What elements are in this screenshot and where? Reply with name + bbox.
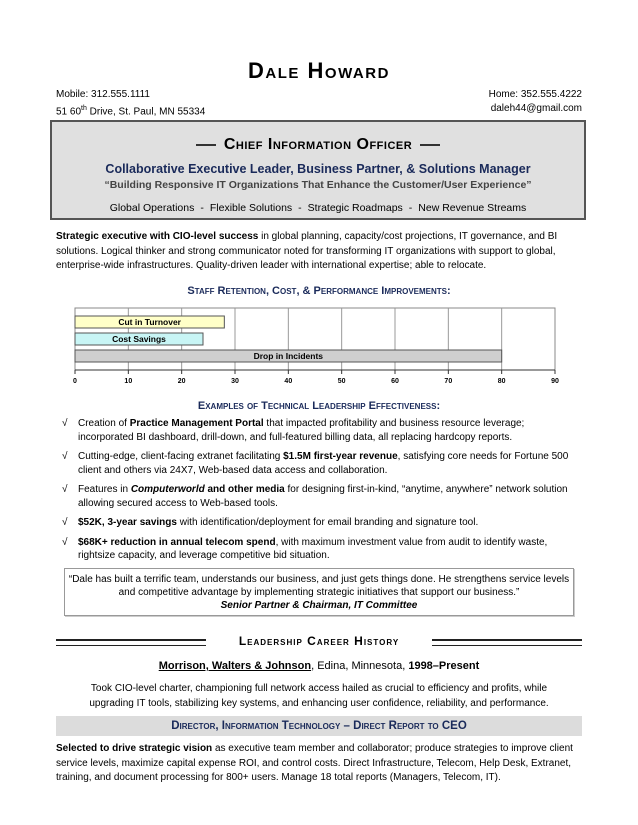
x-tick-label: 0 (73, 378, 77, 385)
list-item: √ Cutting-edge, client-facing extranet facilitating $1.5M first-year revenue, satisfying core needs for Fortune 500 client and others via 24X7, Web-based data access and collaboration. (62, 451, 569, 476)
company-name: Morrison, Walters & Johnson (158, 660, 312, 672)
title-banner (50, 120, 586, 220)
x-tick-label: 10 (124, 378, 133, 385)
focus-area: Global Operations (109, 202, 195, 214)
summary-paragraph: Strategic executive with CIO-level success in global planning, capacity/cost projections, IT governance, and BI solutions. Logical thinker and strong communicator noted for transforming IT organizations with support to global, enterprise-wide infrastructures. Quality-driven leader with international expertise; able to relocate. (56, 231, 558, 271)
x-tick-label: 80 (497, 378, 506, 385)
banner-subtitle: Collaborative Executive Leader, Business Partner, & Solutions Manager (105, 162, 531, 176)
section-title: Leadership Career History (238, 634, 400, 648)
x-tick-label: 60 (391, 378, 399, 385)
chart-heading: Staff Retention, Cost, & Performance Improvements: (187, 285, 451, 297)
mobile-phone: Mobile: 312.555.1111 (56, 89, 150, 100)
list-item: √ $52K, 3-year savings with identification/deployment for email branding and signature tool. (62, 517, 479, 528)
contact-left (56, 88, 205, 119)
x-tick-label: 70 (444, 378, 453, 385)
achievements-list (62, 417, 582, 569)
list-item: √ Creation of Practice Management Portal that impacted profitability and business resource leverage; incorporated BI dashboard, drill-down, and full-featured billing data, all replacing hardcopy reports. (62, 418, 525, 443)
contact-right (489, 88, 582, 116)
testimonial-box (64, 568, 574, 616)
bar-label: Cut in Turnover (118, 317, 181, 327)
x-tick-label: 90 (551, 378, 559, 385)
street-address: 51 60th Drive, St. Paul, MN 55334 (56, 105, 206, 118)
role-title-bar: Director, Information Technology – Direct Report to CEO (56, 716, 582, 736)
x-tick-label: 20 (177, 378, 186, 385)
focus-area: Flexible Solutions (209, 202, 293, 214)
focus-areas: Global Operations - Flexible Solutions - Strategic Roadmaps - New Revenue Streams (109, 202, 527, 214)
testimonial-text: “Dale has built a terrific team, understands our business, and just gets things done. He strengthens service levels and competitive advantage by implementing strategic initiatives that support our business.” (68, 574, 570, 598)
x-tick-label: 40 (284, 378, 293, 385)
bar-label: Cost Savings (112, 334, 166, 344)
home-phone: Home: 352.555.4222 (488, 89, 582, 100)
testimonial-attribution: Senior Partner & Chairman, IT Committee (220, 600, 418, 611)
employer-line: Morrison, Walters & Johnson, Edina, Minnesota, 1998–Present (158, 660, 480, 672)
list-item: √ Features in Computerworld and other media for designing first-in-kind, “anytime, anywhere” network solution allowing secured access to Web-based tools. (62, 484, 568, 509)
employer-description: Took CIO-level charter, championing full network access hailed as crucial to efficiency and profits, while upgrading IT tools, stabilizing key systems, and enhancing user confidence, reliability, and performance. (89, 683, 549, 709)
examples-heading: Examples of Technical Leadership Effectiveness: (197, 400, 441, 412)
x-tick-label: 30 (231, 378, 239, 385)
role-description: Selected to drive strategic vision as executive team member and collaborator; produce strategies to improve client service levels, maximize capital expense ROI, and control costs. Direct Infrastructure, Telecom, Help Desk, Extranet, training, and document processing for 800+ users. Manage 18 total reports (Managers, Telecom, IT). (56, 743, 573, 783)
improvements-bar-chart (60, 302, 570, 388)
list-item: √ $68K+ reduction in annual telecom spend, with maximum investment value from audit to identify waste, rightsize capacity, and leverage competitive bid situation. (62, 536, 548, 561)
x-tick-label: 50 (337, 378, 346, 385)
career-history-header (56, 634, 582, 650)
banner-tagline: “Building Responsive IT Organizations That Enhance the Customer/User Experience” (104, 179, 532, 191)
employment-dates: 1998–Present (408, 660, 480, 672)
job-title: Chief Information Officer (52, 136, 584, 154)
bar-label: Drop in Incidents (253, 351, 324, 361)
focus-area: Strategic Roadmaps (307, 202, 403, 214)
focus-area: New Revenue Streams (418, 202, 527, 214)
email-address: daleh44@gmail.com (490, 103, 582, 114)
divider (432, 639, 582, 646)
candidate-name: Dale Howard (248, 58, 390, 83)
